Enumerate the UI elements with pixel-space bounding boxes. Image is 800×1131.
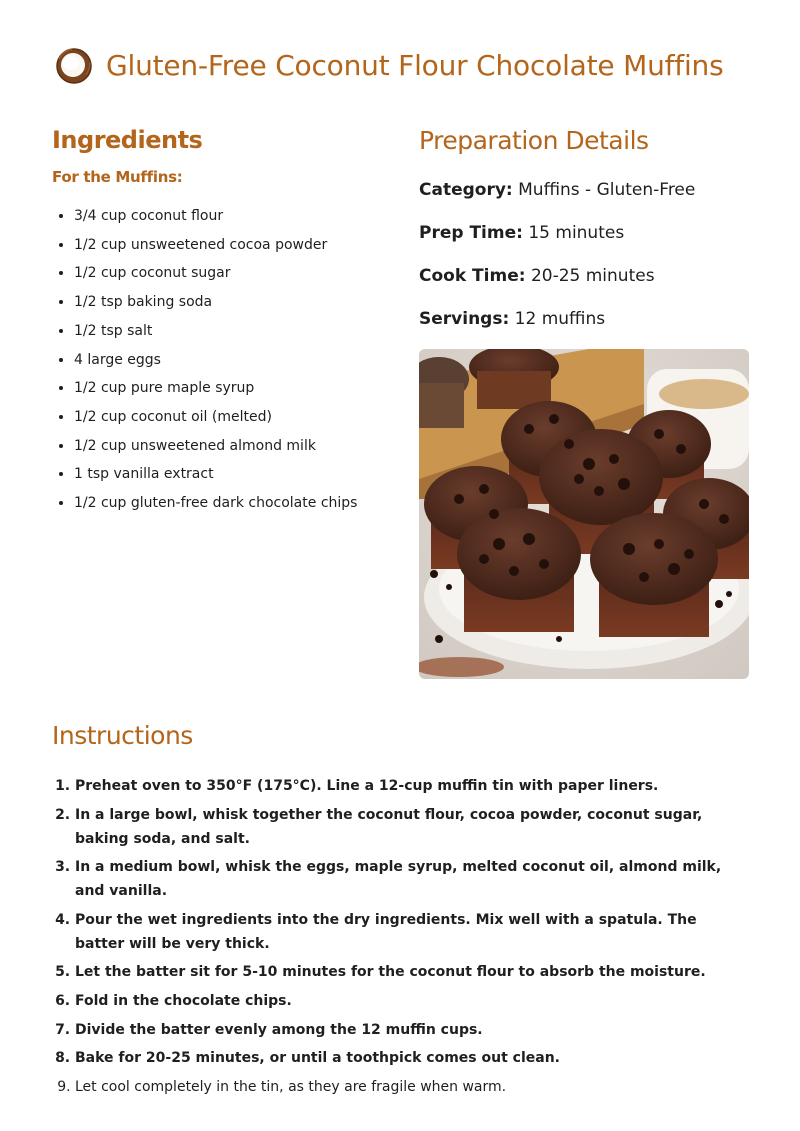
list-item: • 1/2 cup pure maple syrup (74, 374, 404, 403)
ingredients-heading: Ingredients (52, 126, 203, 154)
list-item: • 1/2 tsp baking soda (74, 288, 404, 317)
prep-time-row (419, 219, 749, 262)
list-item: • 1/2 tsp salt (74, 317, 404, 346)
list-item: 3. In a medium bowl, whisk the eggs, maple syrup, melted coconut oil, almond milk, and vanilla. (75, 855, 747, 903)
servings-value: 12 muffins (514, 309, 606, 329)
list-item: 4. Pour the wet ingredients into the dry ingredients. Mix well with a spatula. The batter will be very thick. (75, 908, 747, 956)
servings-label: Servings: (419, 309, 510, 329)
list-item: • 1/2 cup unsweetened almond milk (74, 432, 404, 461)
cook-time-value: 20-25 minutes (530, 266, 655, 286)
list-item: • 1/2 cup gluten-free dark chocolate chips (74, 489, 404, 518)
list-item: 2. In a large bowl, whisk together the coconut flour, cocoa powder, coconut sugar, baking soda, and salt. (75, 803, 747, 851)
muffins-photo (419, 349, 749, 679)
coconut-icon (54, 45, 94, 85)
cook-time-row (419, 262, 749, 305)
page-title: Gluten-Free Coconut Flour Chocolate Muffins (106, 48, 724, 82)
list-item: • 3/4 cup coconut flour (74, 202, 404, 231)
list-item: • 4 large eggs (74, 346, 404, 375)
category-label: Category: (419, 180, 513, 200)
list-item: 5. Let the batter sit for 5-10 minutes for the coconut flour to absorb the moisture. (75, 960, 747, 984)
category-value: Muffins - Gluten-Free (518, 180, 696, 200)
list-item: 9. Let cool completely in the tin, as they are fragile when warm. (75, 1075, 747, 1099)
muffins-illustration (419, 349, 749, 679)
instructions-list (52, 774, 747, 1103)
list-item: • 1/2 cup unsweetened cocoa powder (74, 231, 404, 260)
list-item: 7. Divide the batter evenly among the 12 muffin cups. (75, 1018, 747, 1042)
ingredients-subheading: For the Muffins: (52, 168, 183, 186)
list-item: • 1/2 cup coconut oil (melted) (74, 403, 404, 432)
title-row (54, 42, 723, 88)
preparation-details (419, 176, 749, 348)
prep-time-value: 15 minutes (528, 223, 625, 243)
list-item: • 1 tsp vanilla extract (74, 460, 404, 489)
preparation-heading: Preparation Details (419, 126, 649, 155)
instructions-heading: Instructions (52, 721, 193, 750)
list-item: 8. Bake for 20-25 minutes, or until a toothpick comes out clean. (75, 1046, 747, 1070)
prep-time-label: Prep Time: (419, 223, 523, 243)
category-row (419, 176, 749, 219)
list-item: 6. Fold in the chocolate chips. (75, 989, 747, 1013)
ingredients-list (52, 202, 404, 518)
servings-row (419, 305, 749, 348)
list-item: • 1/2 cup coconut sugar (74, 259, 404, 288)
list-item: 1. Preheat oven to 350°F (175°C). Line a 12-cup muffin tin with paper liners. (75, 774, 747, 798)
cook-time-label: Cook Time: (419, 266, 526, 286)
